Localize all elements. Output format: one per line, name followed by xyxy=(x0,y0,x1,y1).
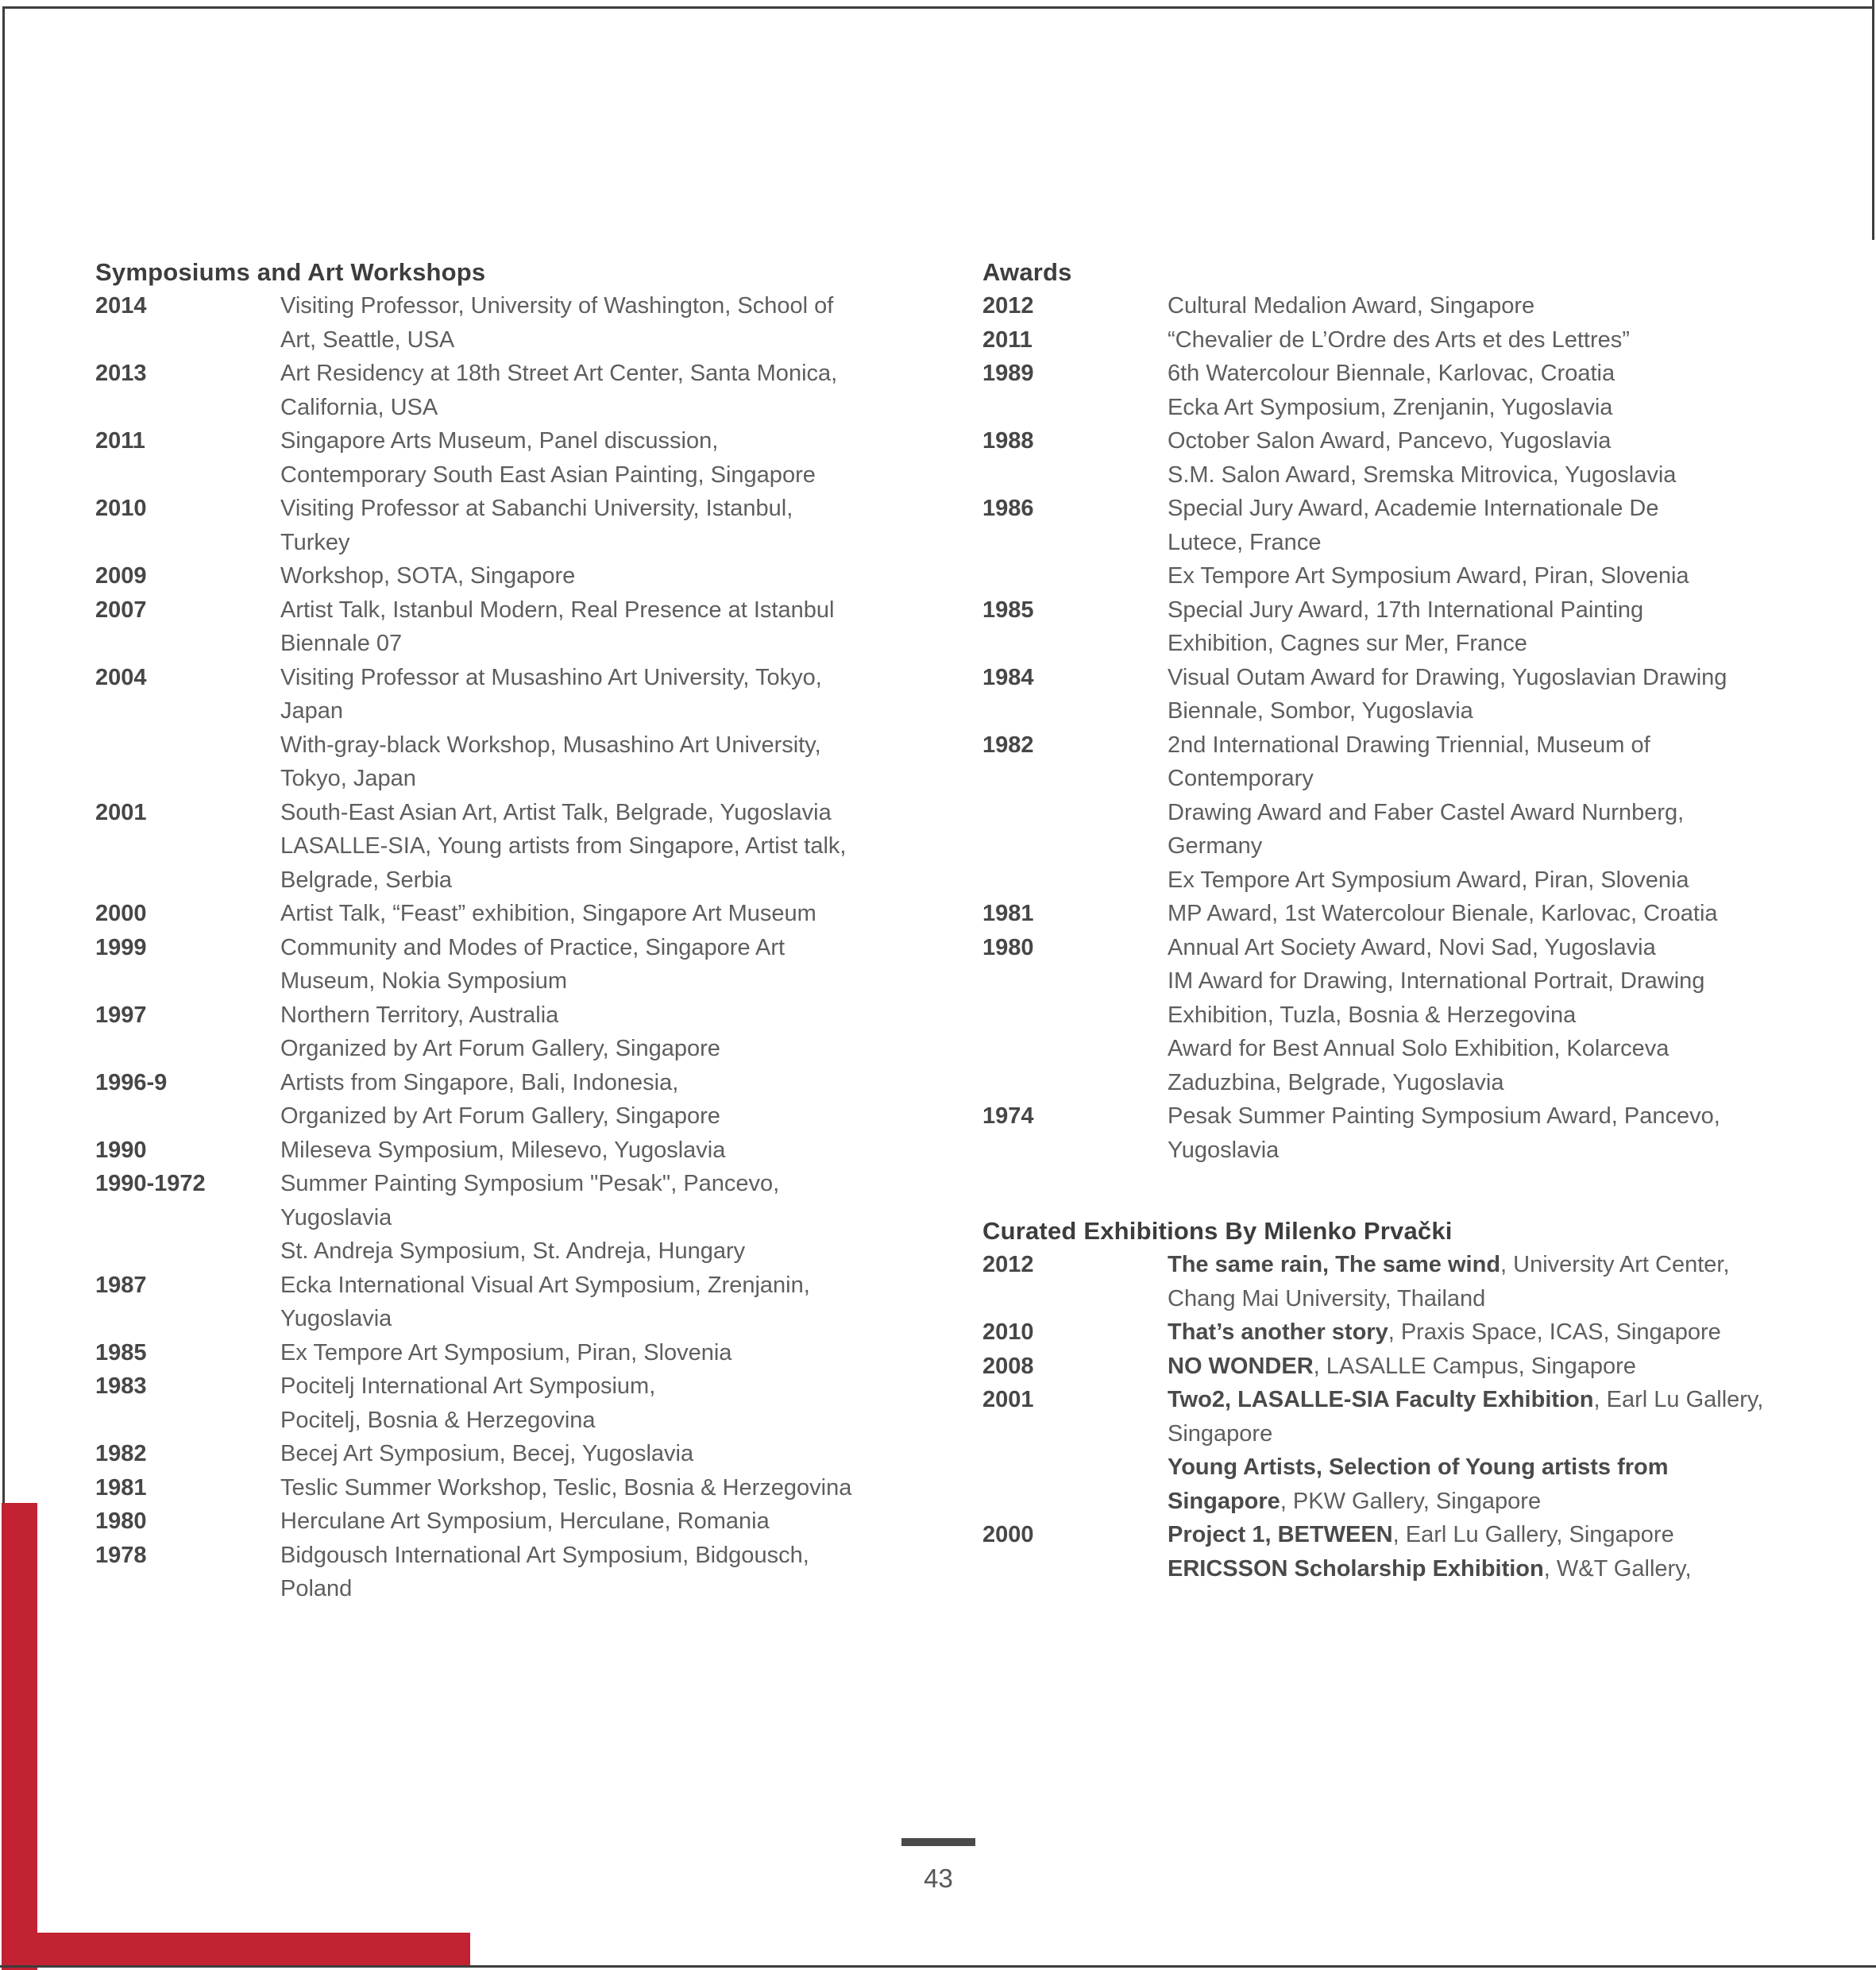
entry-description xyxy=(280,1539,969,1606)
entry-line: Special Jury Award, 17th International Painting xyxy=(1168,597,1644,623)
entry-description xyxy=(1168,728,1868,898)
entry-row xyxy=(982,1099,1868,1167)
entry-row xyxy=(95,289,969,357)
entry-row xyxy=(95,357,969,424)
entry-line: Singapore, PKW Gallery, Singapore xyxy=(1168,1488,1542,1514)
entry-line: Singapore xyxy=(1168,1420,1273,1447)
entry-line: Yugoslavia xyxy=(1168,1137,1280,1163)
entry-line: Biennale, Sombor, Yugoslavia xyxy=(1168,698,1473,724)
entry-line: Mileseva Symposium, Milesevo, Yugoslavia xyxy=(280,1137,726,1163)
entry-line: Singapore Arts Museum, Panel discussion, xyxy=(280,428,719,454)
entry-year: 1974 xyxy=(982,1103,1034,1129)
entry-description xyxy=(1168,1099,1868,1167)
left-column xyxy=(95,256,969,1606)
entry-line: MP Award, 1st Watercolour Bienale, Karlovac, Croatia xyxy=(1168,901,1718,926)
entry-year: 2013 xyxy=(95,361,147,386)
entry-line: Special Jury Award, Academie Internationale De xyxy=(1168,496,1659,521)
entry-line: South-East Asian Art, Artist Talk, Belgrade, Yugoslavia xyxy=(280,799,832,825)
entry-line: Award for Best Annual Solo Exhibition, Kolarceva xyxy=(1168,1036,1669,1061)
entry-line: Ex Tempore Art Symposium, Piran, Slovenia xyxy=(280,1339,732,1365)
entry-line: Artists from Singapore, Bali, Indonesia, xyxy=(280,1069,679,1095)
entry-row xyxy=(982,323,1868,357)
entry-line: Contemporary xyxy=(1168,766,1314,791)
entry-description xyxy=(280,492,969,559)
entry-description xyxy=(1168,492,1868,593)
entry-line: Visiting Professor, University of Washington, School of xyxy=(280,293,834,319)
entry-description xyxy=(1168,593,1868,661)
awards-section xyxy=(982,256,1868,1167)
entry-line: IM Award for Drawing, International Portrait, Drawing xyxy=(1168,968,1705,994)
entry-line: Ex Tempore Art Symposium Award, Piran, Slovenia xyxy=(1168,867,1689,893)
entry-description xyxy=(280,593,969,661)
entry-year: 1990 xyxy=(95,1137,147,1163)
entry-line: Zaduzbina, Belgrade, Yugoslavia xyxy=(1168,1069,1504,1095)
entry-line: Visiting Professor at Musashino Art University, Tokyo, xyxy=(280,664,822,690)
entry-line: Pocitelj International Art Symposium, xyxy=(280,1373,656,1399)
entry-row xyxy=(982,661,1868,728)
entry-line: Chang Mai University, Thailand xyxy=(1168,1285,1486,1311)
entry-row xyxy=(95,1539,969,1606)
entry-line: Young Artists, Selection of Young artists from xyxy=(1168,1454,1669,1480)
red-horizontal-bar xyxy=(2,1933,470,1965)
entry-row xyxy=(982,424,1868,492)
entry-description xyxy=(280,999,969,1066)
entry-year: 2010 xyxy=(982,1319,1034,1345)
page-border-top xyxy=(2,6,1874,9)
entry-line: Yugoslavia xyxy=(280,1204,392,1230)
entry-description xyxy=(280,559,969,593)
entry-year: 1985 xyxy=(982,597,1034,623)
entry-line: California, USA xyxy=(280,394,438,420)
entry-description xyxy=(280,796,969,898)
entry-row xyxy=(982,492,1868,593)
entry-row xyxy=(95,1471,969,1505)
entry-line: Drawing Award and Faber Castel Award Nurnberg, xyxy=(1168,799,1685,825)
entry-line: Poland xyxy=(280,1576,353,1601)
entry-row xyxy=(95,1066,969,1134)
entry-year: 1987 xyxy=(95,1272,147,1298)
entry-year: 1997 xyxy=(95,1002,147,1028)
entry-year: 2014 xyxy=(95,293,147,319)
entry-year: 2009 xyxy=(95,563,147,589)
entry-line: Ecka Art Symposium, Zrenjanin, Yugoslavia xyxy=(1168,394,1613,420)
entry-year: 1978 xyxy=(95,1542,147,1568)
entry-description xyxy=(280,357,969,424)
page-bottom-rule xyxy=(0,1965,1876,1968)
entry-year: 2008 xyxy=(982,1353,1034,1379)
entry-row xyxy=(982,289,1868,323)
entry-description xyxy=(280,1134,969,1168)
page-border-left xyxy=(2,6,5,1505)
entry-description xyxy=(1168,931,1868,1100)
symposiums-section xyxy=(95,256,969,1606)
entry-year: 1989 xyxy=(982,361,1034,386)
entry-row xyxy=(982,1383,1868,1518)
entry-description xyxy=(1168,1350,1868,1384)
entry-year: 2012 xyxy=(982,293,1034,319)
page-number: 43 xyxy=(924,1864,953,1893)
entry-line: Organized by Art Forum Gallery, Singapore xyxy=(280,1103,720,1129)
entry-row xyxy=(95,999,969,1066)
curated-exhibitions-heading: Curated Exhibitions By Milenko Prvački xyxy=(982,1217,1453,1245)
entry-line: Biennale 07 xyxy=(280,631,403,656)
entry-line: Contemporary South East Asian Painting, Singapore xyxy=(280,462,816,488)
entry-line: Exhibition, Tuzla, Bosnia & Herzegovina xyxy=(1168,1002,1577,1028)
entry-line: Annual Art Society Award, Novi Sad, Yugoslavia xyxy=(1168,934,1656,960)
entry-line: NO WONDER, LASALLE Campus, Singapore xyxy=(1168,1353,1636,1379)
entry-year: 2001 xyxy=(982,1387,1034,1412)
curated-exhibitions-entries xyxy=(982,1248,1868,1586)
entry-year: 2012 xyxy=(982,1252,1034,1277)
entry-line: Workshop, SOTA, Singapore xyxy=(280,563,576,589)
entry-row xyxy=(982,1518,1868,1586)
entry-row xyxy=(95,897,969,931)
entry-description xyxy=(1168,323,1868,357)
entry-description xyxy=(1168,1383,1868,1518)
entry-line: Community and Modes of Practice, Singapore Art xyxy=(280,934,786,960)
entry-year: 1986 xyxy=(982,496,1034,521)
entry-description xyxy=(1168,1518,1868,1586)
entry-row xyxy=(95,492,969,559)
entry-description xyxy=(280,897,969,931)
curated-exhibitions-section xyxy=(982,1215,1868,1586)
entry-row xyxy=(95,593,969,661)
entry-line: Exhibition, Cagnes sur Mer, France xyxy=(1168,631,1527,656)
entry-row xyxy=(95,1369,969,1437)
entry-year: 1988 xyxy=(982,428,1034,454)
entry-line: LASALLE-SIA, Young artists from Singapore, Artist talk, xyxy=(280,833,847,859)
entry-description xyxy=(1168,357,1868,424)
entry-line: Visiting Professor at Sabanchi University, Istanbul, xyxy=(280,496,793,521)
entry-row xyxy=(982,593,1868,661)
entry-line: That’s another story, Praxis Space, ICAS, Singapore xyxy=(1168,1319,1721,1345)
entry-description xyxy=(280,661,969,796)
entry-row xyxy=(95,931,969,999)
entry-description xyxy=(280,1505,969,1539)
entry-year: 1980 xyxy=(95,1508,147,1534)
entry-row xyxy=(95,559,969,593)
entry-line: Bidgousch International Art Symposium, Bidgousch, xyxy=(280,1542,809,1568)
entry-row xyxy=(982,1315,1868,1350)
entry-line: Artist Talk, Istanbul Modern, Real Presence at Istanbul xyxy=(280,597,835,623)
entry-line: 6th Watercolour Biennale, Karlovac, Croatia xyxy=(1168,361,1615,386)
entry-year: 2011 xyxy=(95,428,145,454)
entry-row xyxy=(982,931,1868,1100)
entry-description xyxy=(1168,1248,1868,1315)
entry-line: Japan xyxy=(280,698,344,724)
entry-line: Yugoslavia xyxy=(280,1306,392,1331)
entry-row xyxy=(95,661,969,796)
entry-year: 1996-9 xyxy=(95,1069,168,1095)
entry-line: Northern Territory, Australia xyxy=(280,1002,559,1028)
entry-year: 2001 xyxy=(95,799,147,825)
entry-description xyxy=(280,1336,969,1370)
entry-year: 1999 xyxy=(95,934,147,960)
entry-description xyxy=(1168,424,1868,492)
entry-row xyxy=(95,1505,969,1539)
entry-line: S.M. Salon Award, Sremska Mitrovica, Yugoslavia xyxy=(1168,462,1677,488)
page-border-right xyxy=(1872,0,1874,240)
red-vertical-bar xyxy=(2,1503,37,1970)
entry-year: 2010 xyxy=(95,496,147,521)
awards-entries xyxy=(982,289,1868,1167)
entry-row xyxy=(982,728,1868,898)
symposiums-entries xyxy=(95,289,969,1606)
entry-line: Belgrade, Serbia xyxy=(280,867,453,893)
entry-description xyxy=(280,1437,969,1471)
entry-line: Summer Painting Symposium "Pesak", Pancevo, xyxy=(280,1171,780,1196)
entry-line: St. Andreja Symposium, St. Andreja, Hungary xyxy=(280,1238,746,1264)
entry-year: 2007 xyxy=(95,597,147,623)
entry-line: Visual Outam Award for Drawing, Yugoslavian Drawing xyxy=(1168,664,1727,690)
entry-description xyxy=(280,1369,969,1437)
entry-line: Lutece, France xyxy=(1168,529,1322,555)
entry-year: 1990-1972 xyxy=(95,1171,206,1196)
entry-row xyxy=(95,796,969,898)
entry-line: ERICSSON Scholarship Exhibition, W&T Gallery, xyxy=(1168,1555,1692,1582)
entry-description xyxy=(1168,289,1868,323)
entry-row xyxy=(95,1437,969,1471)
entry-line: Teslic Summer Workshop, Teslic, Bosnia & Herzegovina xyxy=(280,1474,852,1501)
entry-description xyxy=(280,424,969,492)
entry-line: Pesak Summer Painting Symposium Award, Pancevo, xyxy=(1168,1103,1720,1129)
entry-line: Art Residency at 18th Street Art Center, Santa Monica, xyxy=(280,361,838,386)
entry-description xyxy=(1168,1315,1868,1350)
symposiums-heading: Symposiums and Art Workshops xyxy=(95,258,486,286)
entry-row xyxy=(95,1134,969,1168)
entry-description xyxy=(280,1167,969,1269)
entry-description xyxy=(280,1066,969,1134)
entry-row xyxy=(982,1248,1868,1315)
entry-description xyxy=(280,1471,969,1505)
entry-description xyxy=(1168,661,1868,728)
entry-year: 1984 xyxy=(982,664,1034,690)
entry-line: Germany xyxy=(1168,833,1263,859)
entry-line: Herculane Art Symposium, Herculane, Romania xyxy=(280,1508,770,1534)
entry-year: 1983 xyxy=(95,1373,147,1399)
entry-line: The same rain, The same wind, University Art Center, xyxy=(1168,1252,1730,1277)
entry-year: 1985 xyxy=(95,1339,147,1365)
awards-heading: Awards xyxy=(982,258,1072,286)
entry-year: 2000 xyxy=(95,901,147,926)
entry-line: Organized by Art Forum Gallery, Singapore xyxy=(280,1036,720,1061)
entry-description xyxy=(1168,897,1868,931)
entry-year: 1982 xyxy=(95,1441,147,1466)
entry-line: Two2, LASALLE-SIA Faculty Exhibition, Earl Lu Gallery, xyxy=(1168,1387,1764,1412)
entry-description xyxy=(280,931,969,999)
entry-year: 1982 xyxy=(982,732,1034,758)
entry-year: 2011 xyxy=(982,326,1033,353)
entry-year: 1980 xyxy=(982,934,1034,960)
right-column xyxy=(982,256,1868,1586)
entry-row xyxy=(95,1269,969,1336)
footer-rule xyxy=(901,1838,975,1846)
entry-line: Ecka International Visual Art Symposium, Zrenjanin, xyxy=(280,1272,810,1298)
entry-year: 1981 xyxy=(982,901,1034,926)
entry-row xyxy=(982,1350,1868,1384)
entry-line: Project 1, BETWEEN, Earl Lu Gallery, Singapore xyxy=(1168,1522,1674,1547)
entry-description xyxy=(280,1269,969,1336)
entry-line: “Chevalier de L’Ordre des Arts et des Lettres” xyxy=(1168,326,1630,353)
entry-line: Art, Seattle, USA xyxy=(280,326,455,353)
entry-year: 1981 xyxy=(95,1474,147,1501)
entry-row xyxy=(95,1167,969,1269)
entry-line: Cultural Medalion Award, Singapore xyxy=(1168,293,1535,319)
entry-description xyxy=(280,289,969,357)
entry-line: Museum, Nokia Symposium xyxy=(280,968,567,994)
entry-year: 2000 xyxy=(982,1522,1034,1547)
entry-row xyxy=(982,357,1868,424)
entry-line: Artist Talk, “Feast” exhibition, Singapore Art Museum xyxy=(280,901,816,926)
entry-line: Pocitelj, Bosnia & Herzegovina xyxy=(280,1407,596,1433)
entry-line: Becej Art Symposium, Becej, Yugoslavia xyxy=(280,1441,694,1466)
entry-line: With-gray-black Workshop, Musashino Art University, xyxy=(280,732,821,758)
entry-line: October Salon Award, Pancevo, Yugoslavia xyxy=(1168,428,1612,454)
entry-year: 2004 xyxy=(95,664,147,690)
entry-row xyxy=(95,424,969,492)
entry-line: Ex Tempore Art Symposium Award, Piran, Slovenia xyxy=(1168,563,1689,589)
entry-line: Turkey xyxy=(280,529,350,555)
entry-line: 2nd International Drawing Triennial, Museum of xyxy=(1168,732,1650,758)
entry-row xyxy=(95,1336,969,1370)
entry-line: Tokyo, Japan xyxy=(280,766,416,791)
entry-row xyxy=(982,897,1868,931)
